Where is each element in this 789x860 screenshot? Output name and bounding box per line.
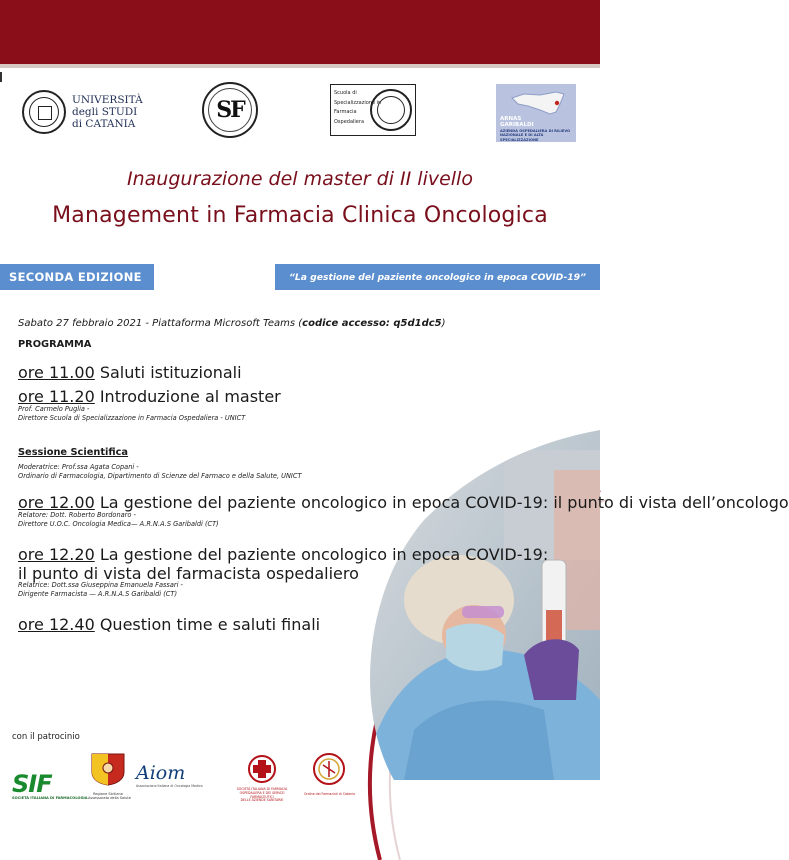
scuola-logo [330, 84, 416, 136]
agenda-item-1120: ore 11.20 Introduzione al master [18, 387, 281, 406]
program-heading: PROGRAMMA [18, 339, 92, 350]
theme-band: “La gestione del paziente oncologico in epoca COVID-19” [275, 264, 600, 290]
arnas-logo [496, 84, 576, 142]
trinacria-shield-icon [88, 752, 128, 786]
aiom-logo: Aiom Associazione Italiana di Oncologia Medica [136, 762, 203, 788]
sicily-map-icon [510, 90, 566, 116]
patronage-label: con il patrocinio [12, 732, 80, 742]
regione-caption: Regione Siciliana Assessorato della Salute [88, 792, 131, 800]
sif-seal-logo: SF [202, 82, 258, 138]
agenda-item-1220: ore 12.20 La gestione del paziente oncologico in epoca COVID-19: il punto di vista del farmacista ospedaliero [18, 545, 549, 583]
access-code: codice accesso: q5d1dc5 [302, 318, 442, 329]
talk2-speaker: Relatrice: Dott.ssa Giuseppina Emanuela Fassari - Dirigente Farmacista — A.R.N.A.S Garibaldi (CT) [18, 581, 183, 598]
unict-seal-icon [22, 90, 66, 134]
pharmacist-photo [354, 430, 600, 780]
regione-siciliana-logo [88, 752, 131, 804]
top-banner [0, 0, 600, 64]
talk1-speaker: Relatore: Dott. Roberto Bordonaro - Direttore U.O.C. Oncologia Medica— A.R.N.A.S Garibaldi (CT) [18, 511, 219, 528]
page-edge-mark [0, 72, 2, 82]
scuola-seal-icon [370, 89, 412, 131]
event-date-line: Sabato 27 febbraio 2021 - Piattaforma Microsoft Teams (codice accesso: q5d1dc5) [18, 318, 446, 329]
sifo-caption: SOCIETÀ ITALIANA DI FARMACIA OSPEDALIERA E DEI SERVIZI FARMACEUTICI DELLE AZIENDE SANITARIE [236, 787, 288, 803]
agenda-item-1100: ore 11.00 Saluti istituzionali [18, 363, 242, 382]
sifo-cross-icon [232, 754, 292, 784]
ordine-farmacisti-logo: Ordine dei Farmacisti di Catania [304, 752, 354, 796]
logos-row [0, 82, 600, 142]
intro-speaker: Prof. Carmelo Puglia - Direttore Scuola di Specializzazione in Farmacia Ospedaliera - UNICT [18, 405, 246, 422]
moderator: Moderatrice: Prof.ssa Agata Copani - Ordinario di Farmacologia, Dipartimento di Scienze del Farmaco e della Salute, UNICT [18, 463, 302, 480]
unict-wordmark: UNIVERSITÀ degli STUDI di CATANIA [72, 94, 143, 130]
title-subheading: Inaugurazione del master di II livello [127, 168, 473, 190]
scuola-wordmark: Scuola di Specializzazione in Farmacia Ospedaliera [334, 90, 382, 125]
ordine-seal-icon [304, 752, 354, 786]
title-main: Management in Farmacia Clinica Oncologica [52, 203, 548, 228]
unict-logo [22, 88, 142, 136]
arnas-subtitle: AZIENDA OSPEDALIERA DI RILIEVO NAZIONALE E DI ALTA SPECIALIZZAZIONE [500, 129, 571, 142]
agenda-item-1200: ore 12.00 La gestione del paziente oncologico in epoca COVID-19: il punto di vista dell’oncologo [18, 493, 789, 512]
session-title: Sessione Scientifica [18, 447, 129, 458]
agenda-item-1240: ore 12.40 Question time e saluti finali [18, 615, 321, 634]
edition-band: SECONDA EDIZIONE [0, 264, 154, 290]
arnas-name: ARNAS GARIBALDI [500, 116, 534, 128]
sif-society-logo: SIF SOCIETÀ ITALIANA DI FARMACOLOGIA [12, 770, 88, 800]
sifo-logo [232, 754, 292, 803]
sponsor-logos [0, 752, 600, 812]
